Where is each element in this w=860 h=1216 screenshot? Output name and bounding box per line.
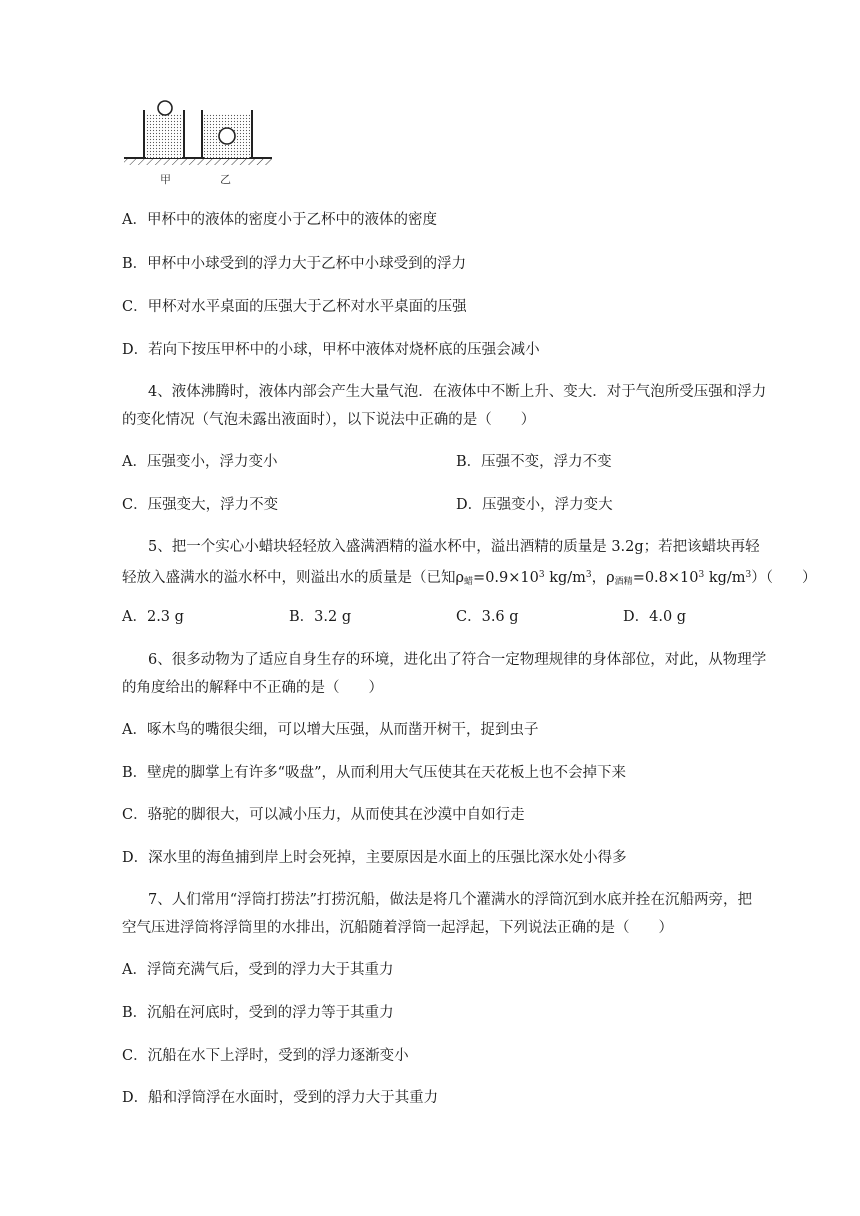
- q5-stem-text-a: 轻放入盛满水的溢水杯中，则溢出水的质量是（已知ρ: [122, 570, 465, 586]
- q5-option-c: C．3.6 g: [456, 609, 519, 625]
- q5-superscript-4: 3: [745, 570, 752, 580]
- q4-option-a: A．压强变小，浮力变小: [122, 454, 278, 470]
- q4-option-c: C．压强变大，浮力不变: [122, 497, 279, 513]
- q4-option-d: D．压强变小，浮力变大: [456, 497, 613, 513]
- q4-stem-line1: 4、液体沸腾时，液体内部会产生大量气泡．在液体中不断上升、变大．对于气泡所受压强和浮力: [148, 384, 767, 400]
- q6-stem-line2: 的角度给出的解释中不正确的是（ ）: [122, 680, 383, 696]
- q5-stem-text-b: =0.9×10: [473, 570, 539, 586]
- q7-option-b: B．沉船在河底时，受到的浮力等于其重力: [122, 1005, 394, 1021]
- q7-stem-line1: 7、人们常用“浮筒打捞法”打捞沉船，做法是将几个灌满水的浮筒沉到水底并拴在沉船两旁，把: [148, 892, 753, 908]
- q5-option-d: D．4.0 g: [623, 609, 687, 625]
- beakers-figure: [122, 96, 272, 188]
- q5-stem-line1: 5、把一个实心小蜡块轻轻放入盛满酒精的溢水杯中，溢出酒精的质量是 3.2g；若把该蜡块再轻: [148, 539, 760, 555]
- figure-label-yi: 乙: [220, 173, 231, 186]
- q6-option-d: D．深水里的海鱼捕到岸上时会死掉，主要原因是水面上的压强比深水处小得多: [122, 850, 627, 866]
- q5-option-a: A．2.3 g: [122, 609, 184, 625]
- figure-label-jia: 甲: [160, 173, 171, 186]
- q6-option-a: A．啄木鸟的嘴很尖细，可以增大压强，从而凿开树干，捉到虫子: [122, 722, 539, 738]
- q6-option-c: C．骆驼的脚很大，可以减小压力，从而使其在沙漠中自如行走: [122, 807, 525, 823]
- q7-option-d: D．船和浮筒浮在水面时，受到的浮力大于其重力: [122, 1090, 439, 1106]
- q3-option-a: A．甲杯中的液体的密度小于乙杯中的液体的密度: [122, 212, 437, 228]
- q5-superscript-3: 3: [698, 570, 705, 580]
- q4-stem-line2: 的变化情况（气泡未露出液面时），以下说法中正确的是（ ）: [122, 412, 536, 428]
- q5-stem-text-d: ，ρ: [591, 570, 615, 586]
- q5-stem-text-f: kg/m: [704, 570, 746, 586]
- q3-option-d: D．若向下按压甲杯中的小球，甲杯中液体对烧杯底的压强会减小: [122, 342, 540, 358]
- q5-superscript-1: 3: [538, 570, 545, 580]
- q4-option-b: B．压强不变，浮力不变: [456, 454, 612, 470]
- q5-stem-text-c: kg/m: [544, 570, 586, 586]
- q7-option-c: C．沉船在水下上浮时，受到的浮力逐渐变小: [122, 1048, 409, 1064]
- q6-option-b: B．壁虎的脚掌上有许多“吸盘”，从而利用大气压使其在天花板上也不会掉下来: [122, 765, 626, 781]
- q5-stem-text-e: =0.8×10: [632, 570, 699, 586]
- q7-option-a: A．浮筒充满气后，受到的浮力大于其重力: [122, 962, 394, 978]
- q6-stem-line1: 6、很多动物为了适应自身生存的环境，进化出了符合一定物理规律的身体部位，对此，从物理学: [148, 652, 767, 668]
- q7-stem-line2: 空气压进浮筒将浮筒里的水排出，沉船随着浮筒一起浮起，下列说法正确的是（ ）: [122, 920, 673, 936]
- q5-subscript-wax: 蜡: [464, 577, 474, 587]
- q5-option-b: B．3.2 g: [289, 609, 352, 625]
- q5-subscript-alcohol: 酒精: [614, 577, 633, 587]
- q5-stem-line2: [122, 565, 817, 592]
- q3-option-c: C．甲杯对水平桌面的压强大于乙杯对水平桌面的压强: [122, 299, 467, 315]
- q5-superscript-2: 3: [585, 570, 592, 580]
- q5-stem-text-g: ）（ ）: [751, 570, 817, 586]
- q3-option-b: B．甲杯中小球受到的浮力大于乙杯中小球受到的浮力: [122, 256, 467, 272]
